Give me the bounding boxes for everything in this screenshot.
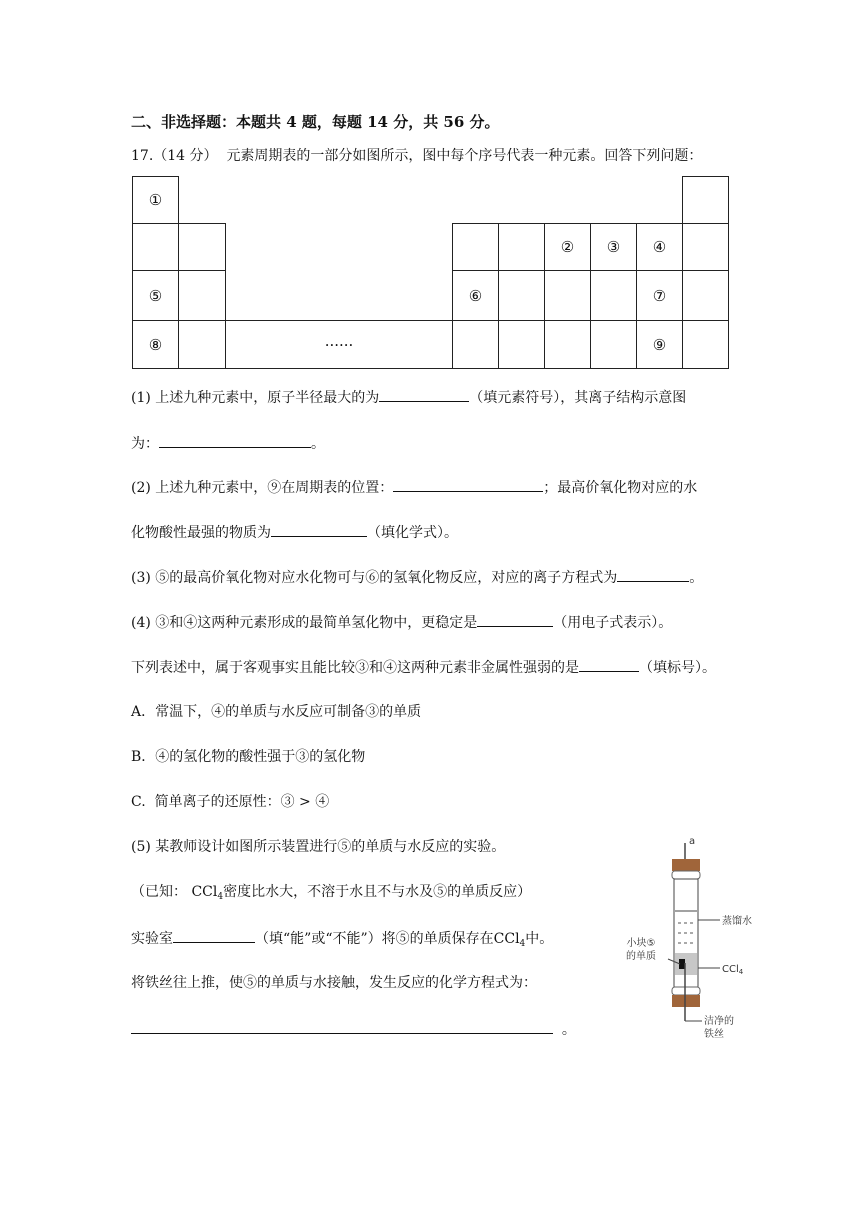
question-stem: 元素周期表的一部分如图所示，图中每个序号代表一种元素。回答下列问题： [226,148,703,164]
table-cell [682,223,729,271]
question-number: 17. [131,148,154,164]
answer-blank[interactable] [579,657,639,672]
apparatus-label-ccl4: CCl$_4$ [722,964,744,976]
part-1-line-1: (1) 上述九种元素中，原子半径最大的为 （填元素符号），其离子结构示意图 [131,387,686,408]
part-5-line-2: （已知： CCl$_4$密度比水大，不溶于水且不与水及⑤的单质反应） [131,884,532,902]
part-2-line-1: (2) 上述九种元素中，⑨在周期表的位置： ；最高价氧化物对应的水 [131,477,697,498]
table-cell [544,270,591,321]
question-points: （14 分） [153,148,218,164]
answer-blank[interactable] [131,1019,553,1034]
table-cell [544,320,591,369]
answer-blank[interactable] [271,522,367,537]
table-cell [452,223,499,271]
table-cell-4: ④ [636,223,683,271]
option-a: A．常温下，④的单质与水反应可制备③的单质 [131,704,422,720]
option-c: C. 简单离子的还原性：③ > ④ [131,794,330,810]
answer-blank[interactable] [393,477,543,492]
table-cell [178,270,226,321]
table-cell [452,320,499,369]
table-cell [178,223,226,271]
table-cell [590,320,637,369]
answer-blank[interactable] [159,433,311,448]
apparatus-figure [612,835,762,1045]
table-cell-8: ⑧ [132,320,179,369]
table-cell-3: ③ [590,223,637,271]
answer-blank[interactable] [379,387,469,402]
part-2-line-2: 化物酸性最强的物质为 （填化学式）。 [131,522,458,543]
answer-blank[interactable] [173,928,255,943]
option-b: B．④的氢化物的酸性强于③的氢化物 [131,749,366,765]
answer-blank[interactable] [617,567,689,582]
part-3-line: (3) ⑤的最高价氧化物对应水化物可与⑥的氢氧化物反应，对应的离子方程式为 。 [131,567,703,588]
table-cell-1: ① [132,176,179,224]
answer-blank[interactable] [477,612,553,627]
part-4-line-2: 下列表述中，属于客观事实且能比较③和④这两种元素非金属性强弱的是 （填标号）。 [131,657,716,678]
part-1-line-2: 为： 。 [131,433,325,454]
section-title: 二、非选择题：本题共 4 题，每题 14 分，共 56 分。 [131,113,500,131]
table-cell-7: ⑦ [636,270,683,321]
table-cell [498,223,545,271]
table-cell [498,270,545,321]
table-cell-5: ⑤ [132,270,179,321]
table-cell-9: ⑨ [636,320,683,369]
table-cell [590,270,637,321]
table-cell-2: ② [544,223,591,271]
part-4-line-1: (4) ③和④这两种元素形成的最简单氢化物中，更稳定是 （用电子式表示）。 [131,612,672,633]
table-cell [682,176,729,224]
table-cell [132,223,179,271]
part-5-line-4: 将铁丝往上推，使⑤的单质与水接触，发生反应的化学方程式为： [131,975,537,991]
table-cell [682,270,729,321]
question-17-stem [131,146,702,166]
part-5-line-3: 实验室 （填“能”或“不能”）将⑤的单质保存在CCl$_4$中。 [131,928,553,954]
apparatus-label-wire: 洁净的 铁丝 [704,1016,734,1040]
table-cell [682,320,729,369]
apparatus-label-a: a [689,836,696,847]
apparatus-label-water: 蒸馏水 [722,916,752,927]
part-5-line-1: (5) 某教师设计如图所示装置进行⑤的单质与水反应的实验。 [131,839,506,855]
table-ellipsis-cell: ······ [225,320,453,369]
part-5-line-5: 。 [131,1019,576,1040]
table-cell-6: ⑥ [452,270,499,321]
table-cell [498,320,545,369]
apparatus-label-solid: 小块⑤ 的单质 [626,938,656,962]
table-cell [178,320,226,369]
